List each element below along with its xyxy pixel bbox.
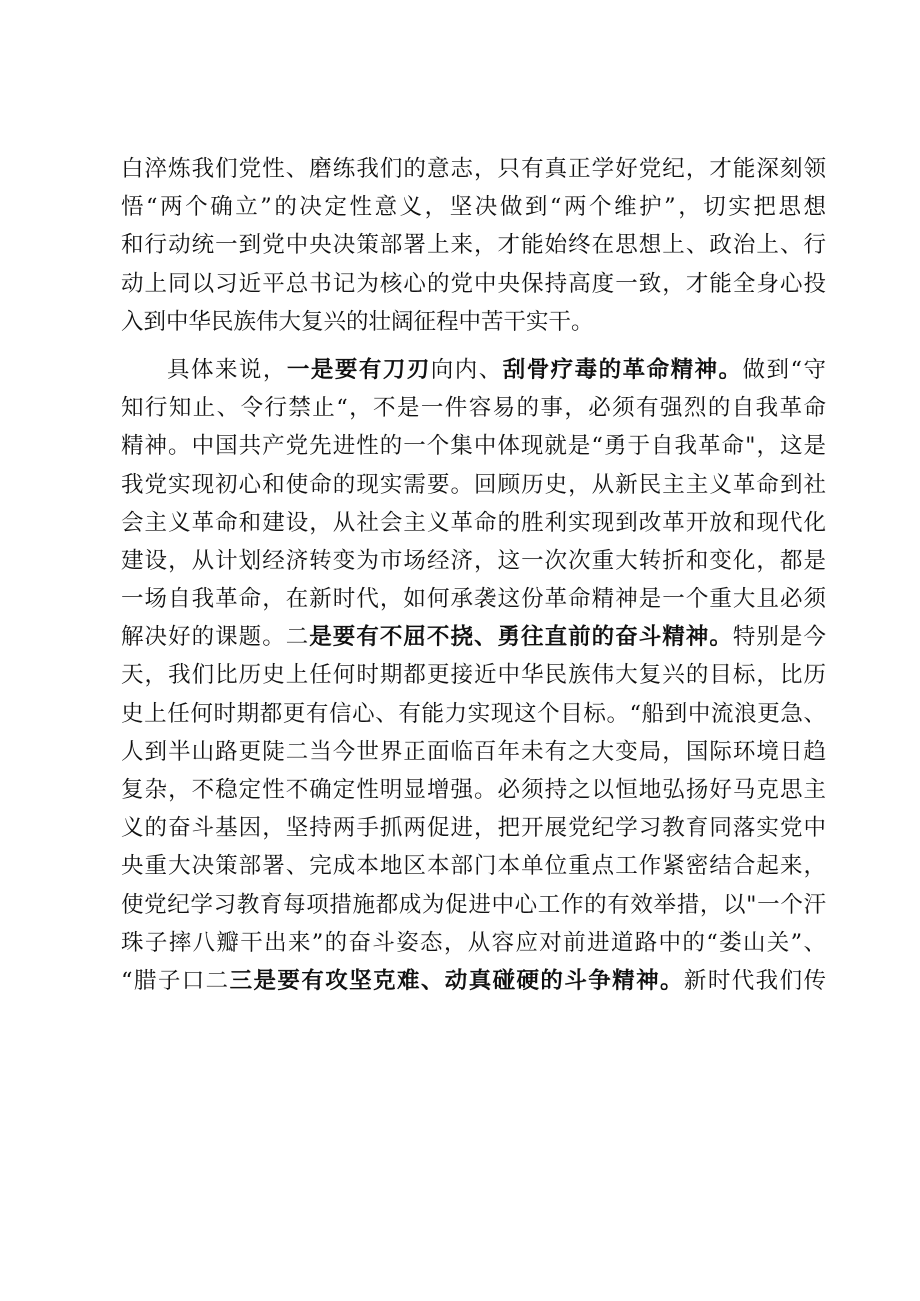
document-body <box>121 150 826 1000</box>
paragraph <box>121 351 826 1000</box>
text-line: 解决好的课题。二是要有不屈不挠、勇往直前的奋斗精神。特别是今 <box>121 624 826 651</box>
bold-heading: 是要有不屈不挠、勇往直前的奋斗精神。 <box>309 624 733 651</box>
text-line: 史上任何时期都更有信心、有能力实现这个目标。“船到中流浪更急、 <box>121 700 826 727</box>
text-line: 入到中华民族伟大复兴的壮阔征程中苦干实干。 <box>121 308 594 335</box>
paragraph-gap <box>121 341 826 351</box>
text-line: 人到半山路更陡二当今世界正面临百年未有之大变局，国际环境日趋 <box>121 738 826 765</box>
text-line: 义的奋斗基因，坚持两手抓两促进，把开展党纪学习教育同落实党中 <box>121 815 826 842</box>
text-line: 精神。中国共产党先进性的一个集中体现就是“勇于自我革命"，这是 <box>121 433 826 460</box>
text-line: 一场自我革命，在新时代，如何承袭这份革命精神是一个重大且必须 <box>121 586 826 613</box>
text-line: 建设，从计划经济转变为市场经济，这一次次重大转折和变化，都是 <box>121 547 826 574</box>
bold-heading: 刮骨疗毒的革命精神。 <box>502 356 743 383</box>
text-line: 知行知止、令行禁止“，不是一件容易的事，必须有强烈的自我革命 <box>121 395 826 422</box>
text-line: “腊子口二三是要有攻坚克难、动真碰硬的斗争精神。新时代我们传 <box>121 967 826 994</box>
text-line: 动上同以习近平总书记为核心的党中央保持高度一致，才能全身心投 <box>121 270 826 297</box>
text-line: 会主义革命和建设，从社会主义革命的胜利实现到改革开放和现代化 <box>121 509 826 536</box>
text-line: 使党纪学习教育每项措施都成为促进中心工作的有效举措，以"一个汗 <box>121 891 826 918</box>
text-line: 珠子摔八瓣干出来”的奋斗姿态，从容应对前进道路中的“娄山关”、 <box>121 929 826 956</box>
text-line: 央重大决策部署、完成本地区本部门本单位重点工作紧密结合起来， <box>121 853 826 880</box>
text-line: 复杂，不稳定性不确定性明显增强。必须持之以恒地弘扬好马克思主 <box>121 777 826 803</box>
bold-heading: 三是要有攻坚克难、动真碰硬的斗争精神。 <box>229 967 684 994</box>
text-line: 悟“两个确立”的决定性意义，坚决做到“两个维护”，切实把思想 <box>121 194 826 221</box>
text-line: 天，我们比历史上任何时期都更接近中华民族伟大复兴的目标，比历 <box>121 662 826 689</box>
text-line: 我党实现初心和使命的现实需要。回顾历史，从新民主主义革命到社 <box>121 471 826 498</box>
text-line: 白淬炼我们党性、磨练我们的意志，只有真正学好党纪，才能深刻领 <box>121 156 826 182</box>
text-line: 具体来说，一是要有刀刃向内、刮骨疗毒的革命精神。做到“守 <box>167 356 826 383</box>
bold-heading: 一是要有刀刃 <box>286 356 431 383</box>
text-line: 和行动统一到党中央决策部署上来，才能始终在思想上、政治上、行 <box>121 232 826 259</box>
paragraph <box>121 150 826 341</box>
